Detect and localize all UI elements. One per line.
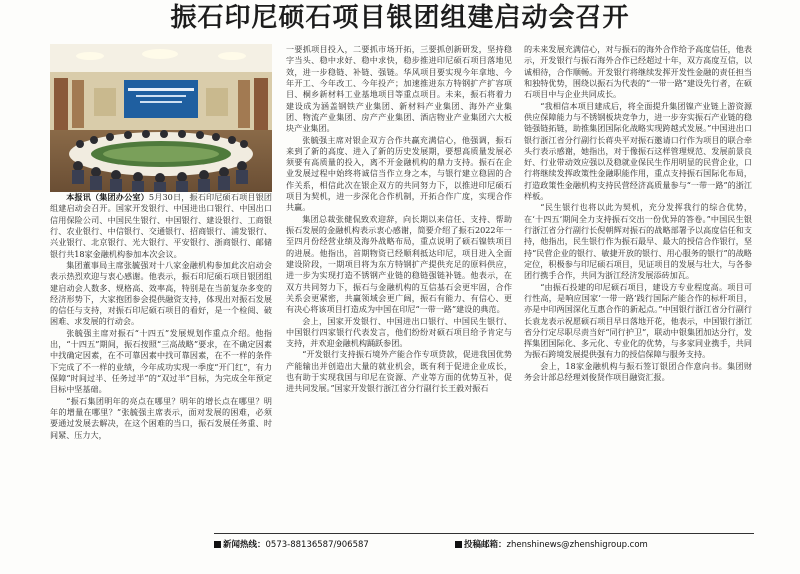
footer-divider [214,533,754,534]
paragraph: 集团董事局主席张毓强对十八家金融机构参加此次启动会表示热烈欢迎与衷心感谢。他表示，振石印尼硕石项目银团组建启动会人数多、规格高、效率高，特别是在当前复杂多变的经济形势下，大家抱团参会提供融资支持，体现出对振石发展的信任与支持，对振石印尼硕石项目的看好，是一个检阅、破困难、求发展的行动会。 [50,259,272,327]
email-label: 投稿邮箱： [464,540,507,550]
article-column-3 [524,44,752,524]
article-column-1 [50,192,272,520]
paragraph: 的未来发展充满信心，对与振石的海外合作给予高度信任，他表示，开发银行与振石海外合作已经超过十年，双方高度互信，以诚相待，合作顺畅。开发银行将继续发挥开发性金融的责任担当和独特优势，围绕以振石为代表的“一带一路”建设先行者，在硕石项目中与企业共同成长。 [524,44,752,100]
paragraph: “开发银行支持振石境外产能合作专项贷款，促进我国优势产能输出并创造出大量的就业机会，既有利于促进企业成长，也有助于实现我国与印尼在资源、产业等方面的优势互补，促进共同发展。”国家开发银行浙江省分行副行长王毅对振石 [286,349,512,394]
paragraph: “振石集团明年的亮点在哪里？明年的增长点在哪里？明年的增量在哪里？”张毓强主席表示，面对发展的困难，必须要通过发展去解决，在这个困难的当口，振石发展任务重、时间紧、压力大， [50,395,272,440]
meeting-photo [50,44,272,192]
paragraph: 会上，18家金融机构与振石签订银团合作意向书。集团财务会计部总经理刘俊贤作项目融资汇报。 [524,360,752,383]
paragraph: “民生银行也将以此为契机，充分发挥我行的综合优势，在‘十四五’期间全力支持振石交出一份优异的答卷。”中国民生银行浙江省分行副行长倪朝辉对振石的战略部署予以高度信任和支持，他指出，民生银行作为振石最早、最大的授信合作银行，坚持“民营企业的银行、敏捷开放的银行、用心服务的银行”的战略定位，积极参与印尼硕石项目，见证项目的发展与壮大，与各参团行携手合作，共同为浙江经济发展添砖加瓦。 [524,202,752,281]
submission-email [455,539,648,551]
article-column-2 [286,44,512,524]
square-bullet-icon [455,541,462,548]
paragraph: 张毓强主席对振石“十四五”发展规划作重点介绍。他指出，“十四五”期间，振石按照“三高战略”要求，在不确定因素中找确定因素，在不可靠因素中找可靠因素，在不一样的条件下完成了不一样的业绩，今年成功实现一季度“开门红”，有力保障“时间过半、任务过半”的“双过半”目标，为完成全年预定目标中坚基础。 [50,327,272,395]
hotline-number: 0573-88136587/906587 [265,540,369,550]
paragraph: 张毓强主席对银企双方合作共赢充满信心，他强调，振石来到了新的高度、进入了新的历史发展期，要想高质量发展必须要有高质量的投入，离不开金融机构的鼎力支持。振石在企业发展过程中始终将诚信当作立身之本，与银行建立稳固的合作关系，相信此次在银企双方的共同努力下，以推进印尼硕石项目为契机，进一步深化合作机制，开拓合作广度，实现合作共赢。 [286,134,512,213]
email-address[interactable]: zhenshinews@zhenshigroup.com [506,540,648,550]
hotline-label: 新闻热线： [223,540,266,550]
news-hotline [214,539,369,551]
paragraph: 5月30日，振石印尼硕石项目银团组建启动会召开。国家开发银行、中国进出口银行、中国出口信用保险公司、中国民生银行、中国银行、建设银行、工商银行、农业银行、中信银行、交通银行、招商银行、浦发银行、兴业银行、北京银行、光大银行、平安银行、浙商银行、邮储银行共18家金融机构参加本次会议。 [50,192,272,259]
headline: 振石印尼硕石项目银团组建启动会召开 [170,3,630,33]
square-bullet-icon [214,541,221,548]
paragraph: 集团总裁张健侃致欢迎辞，向长期以来信任、支持、帮助振石发展的金融机构表示衷心感谢，简要介绍了振石2022年一至四月份经营业绩及海外战略布局，重点说明了硕石镍铁项目的进展。他指出，首期物资已经顺利抵达印尼，项目进入全面建设阶段，一期项目将为东方特钢扩产提供充足的原料供应，进一步为实现打造不锈钢产业链的稳链强链补链。他表示，在双方共同努力下，振石与金融机构的互信基石会更牢固，合作关系会更紧密，共赢领域会更广阔，振石有能力、有信心、更有决心将该项目打造成为中国在印尼“一带一路”建设的典范。 [286,213,512,315]
byline: 本报讯（集团办公室） [66,192,149,202]
paragraph: “由振石投建的印尼硕石项目，建设方专业程度高。项目可行性高，是响应国家‘一带一路’践行国际产能合作的标杆项目，亦是中印两国深化互惠合作的新起点。”中国银行浙江省分行副行长袁龙表示祝愿硕石项目早日落地开花，他表示，中国银行浙江省分行定尽职尽责当好“同行护卫”，联动中银集团加达分行，发挥集团国际化、多元化、专业化的优势，与多家同业携手，共同为振石跨境发展提供强有力的授信保障与服务支持。 [524,281,752,360]
paragraph: 会上，国家开发银行、中国进出口银行、中国民生银行、中国银行四家银行代表发言，他们纷纷对硕石项目给予肯定与支持，并欢迎金融机构踊跃参团。 [286,315,512,349]
paragraph: “我相信本项目建成后，将全面提升集团镍产业链上游资源供应保障能力与不锈钢板块竞争力，进一步夯实振石产业链的稳链强链拓链，助推集团国际化战略实现跨越式发展。”中国进出口银行浙江省分行副行长蒋央平对振石邀请口行作为项目的联合牵头行表示感谢，她指出，对于像振石这样管理规范、发展前景良好、行业带动效应强以及稳就业保民生作用明显的民营企业，口行将继续发挥政策性金融职能作用，重点支持振石国际化布局，打造政策性金融机构支持民营经济高质量参与“一带一路”的浙江样板。 [524,100,752,202]
paragraph: 一要抓项目投入，二要抓市场开拓，三要抓创新研发，坚持稳字当头、稳中求好、稳中求快，稳步推进印尼硕石项目落地见效，进一步稳链、补链、强链。华风项目要实现今年拿地、今年开工、今年改工、今年投产；加速推进东方特钢扩产扩容项目、桐乡新材料工业基地项目等重点项目。未来，振石将着力建设成为涵盖钢铁产业集团、新材料产业集团、海外产业集团、物流产业集团、房产产业集团、酒店物业产业集团六大板块产业集团。 [286,44,512,134]
